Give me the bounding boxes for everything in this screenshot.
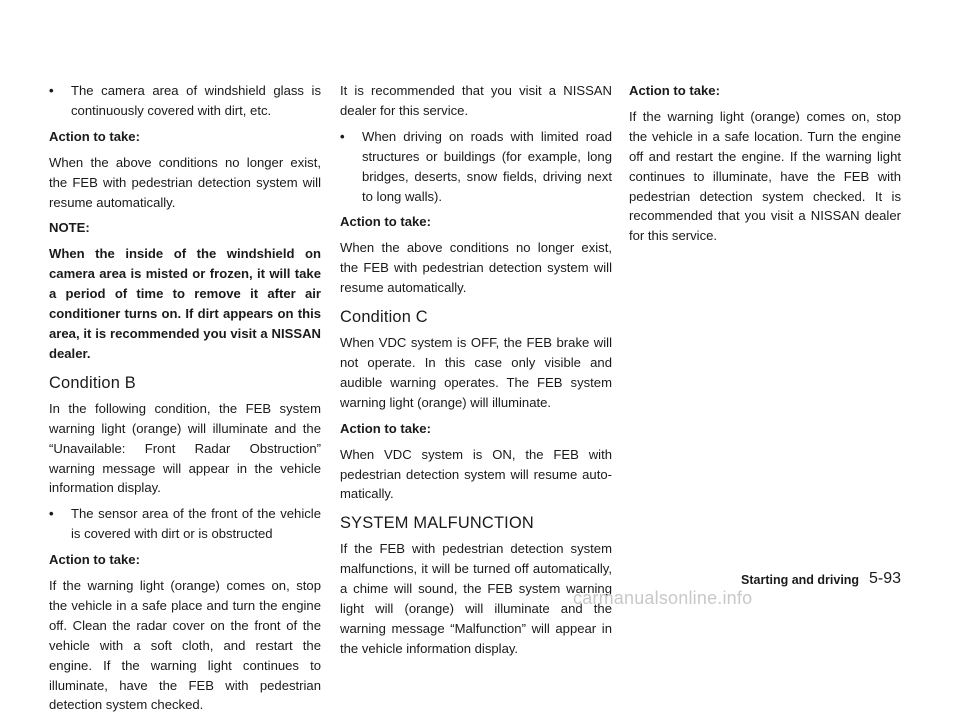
bullet-marker: • <box>340 128 345 144</box>
action-label: Action to take: <box>629 83 720 98</box>
column-1 <box>49 81 321 721</box>
bullet-marker: • <box>49 506 54 522</box>
bullet-marker: • <box>49 83 54 98</box>
heading-system-malfunction: SYSTEM MALFUNCTION <box>340 514 534 533</box>
action-label: Action to take: <box>340 214 431 230</box>
action-label: Action to take: <box>49 552 140 568</box>
bullet-text: The camera area of windshield glass is continuously covered with dirt, etc. <box>71 83 321 118</box>
bullet-text: When driving on roads with limited road structures or buildings (for example, long bridges, deserts, snow fields, driving next to long walls). <box>362 128 612 204</box>
heading-condition-c: Condition C <box>340 308 428 327</box>
watermark: carmanualsonline.info <box>573 588 753 608</box>
paragraph: If the warning light (orange) comes on, stop the vehicle in a safe location. Turn the engine off and restart the engine. If the warning light continues to illuminate, have the FEB with pedestrian detection system checked. It is recommended that you visit a NISSAN dealer for this service. <box>629 108 901 244</box>
bullet-text: The sensor area of the front of the vehicle is covered with dirt or is obstructed <box>71 506 321 542</box>
page-footer <box>729 569 905 593</box>
paragraph: It is recommended that you visit a NISSAN dealer for this service. <box>340 83 612 118</box>
paragraph: When the above conditions no longer exist, the FEB with pedestrian detection system will resume automatically. <box>340 240 612 296</box>
note-label: NOTE: <box>49 220 90 236</box>
paragraph: In the following condition, the FEB system warning light (orange) will illuminate and the “Unavailable: Front Radar Obstruction” warning message will appear in the vehicle information display. <box>49 400 321 496</box>
paragraph: If the FEB with pedestrian detection system malfunctions, it will be turned off automatically, a chime will sound, the FEB system warning light will (orange) will illuminate and the warning message “Malfunction” will appear in the vehicle information display. <box>340 541 612 656</box>
section-title: Starting and driving <box>741 573 860 587</box>
bullet-item <box>49 504 321 544</box>
action-label: Action to take: <box>340 420 431 436</box>
heading-condition-b: Condition B <box>49 373 136 392</box>
bullet-item <box>340 127 612 207</box>
action-label: Action to take: <box>49 128 140 144</box>
page-number: 5-93 <box>869 570 902 587</box>
bullet-item <box>49 81 321 121</box>
paragraph: When the above conditions no longer exist, the FEB with pedestrian detection system will resume automatically. <box>49 154 321 210</box>
column-2 <box>340 81 612 665</box>
note-text: When the inside of the windshield on camera area is misted or frozen, it will take a period of time to remove it after air conditioner turns on. If dirt appears on this area, it is recommended you visit a NISSAN dealer. <box>49 246 321 361</box>
paragraph: If the warning light (orange) comes on, stop the vehicle in a safe place and turn the engine off. Clean the radar cover on the front of the vehicle with a soft cloth, and restart the engine. If the warning light continues to illuminate, have the FEB with pedestrian detection system checked. <box>49 578 321 713</box>
paragraph: When VDC system is ON, the FEB with pedestrian detection system will resume auto-matically. <box>340 446 612 502</box>
column-3 <box>629 81 901 252</box>
paragraph: When VDC system is OFF, the FEB brake will not operate. In this case only visible and audible warning operates. The FEB system warning light (orange) will illuminate. <box>340 335 612 410</box>
